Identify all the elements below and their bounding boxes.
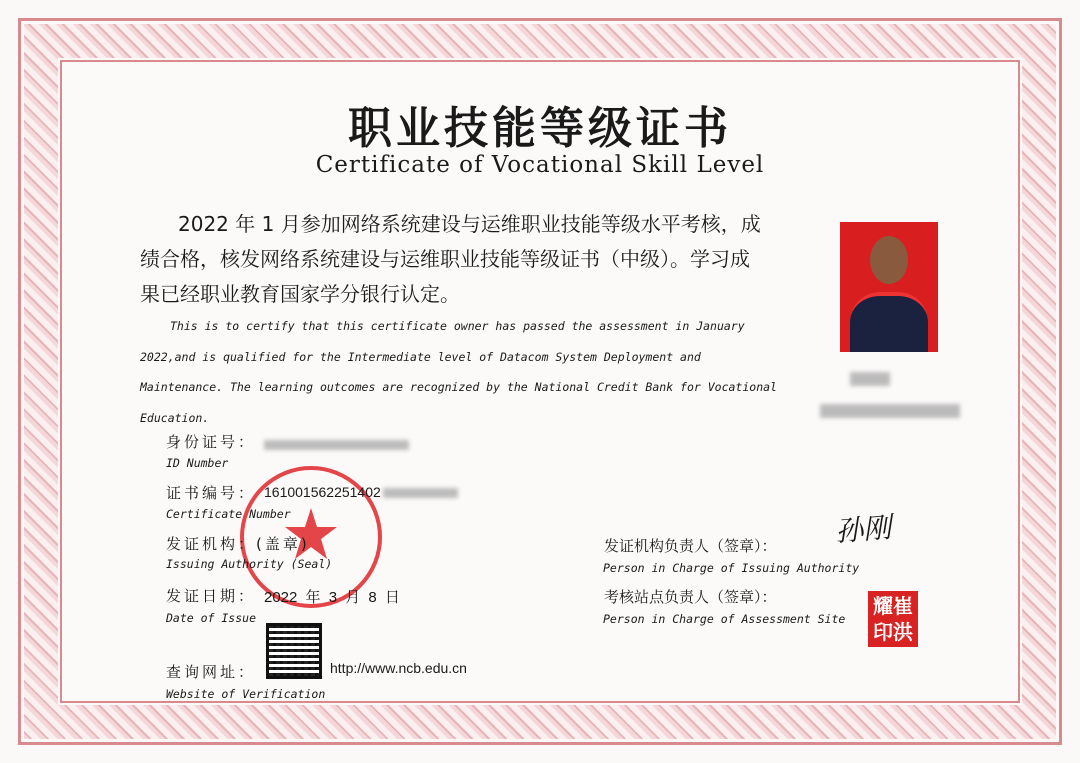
issuing-person-label-en: Person in Charge of Issuing Authority (603, 561, 860, 575)
body-cn-line: 绩合格，核发网络系统建设与运维职业技能等级证书（中级）。学习成 (140, 247, 750, 271)
holder-name-redacted (850, 368, 890, 387)
holder-photo (840, 222, 938, 352)
issuer-label-en: Issuing Authority (Seal) (166, 557, 333, 571)
site-person-label: 考核站点负责人（签章）： (604, 588, 777, 606)
qr-code (266, 623, 322, 679)
body-cn-line: 2022 年 1 月参加网络系统建设与运维职业技能等级水平考核，成 (178, 212, 761, 236)
id-value-redacted (264, 434, 409, 453)
web-label: 查询网址： (166, 663, 257, 681)
issuer-label: 发证机构：(盖章) (166, 535, 310, 553)
body-en-line: This is to certify that this certificate owner has passed the assessment in January (170, 319, 745, 333)
web-value[interactable]: http://www.ncb.edu.cn (330, 660, 467, 676)
date-label-en: Date of Issue (166, 611, 257, 625)
signature: 孙刚 (833, 510, 893, 549)
cert-value: 161001562251402 (264, 484, 458, 500)
body-en-line: Maintenance. The learning outcomes are recognized by the National Credit Bank for Vocational (140, 380, 777, 394)
cert-label: 证书编号： (166, 484, 257, 502)
id-label: 身份证号： (166, 433, 257, 451)
holder-pinyin-redacted (820, 400, 960, 419)
id-label-en: ID Number (166, 456, 229, 470)
body-cn-line: 果已经职业教育国家学分银行认定。 (140, 282, 460, 306)
body-en-line: Education. (140, 411, 210, 425)
web-label-en: Website of Verification (166, 687, 326, 701)
date-value: 2022 年 3 月 8 日 (264, 589, 400, 606)
cert-label-en: Certificate Number (166, 507, 291, 521)
title-cn: 职业技能等级证书 (348, 103, 732, 154)
title-en: Certificate of Vocational Skill Level (315, 152, 765, 178)
issuing-person-label: 发证机构负责人（签章）： (604, 537, 777, 555)
personal-seal: 耀崔 印洪 (868, 591, 918, 647)
body-en-line: 2022,and is qualified for the Intermediate level of Datacom System Deployment and (140, 350, 701, 364)
date-label: 发证日期： (166, 587, 257, 605)
site-person-label-en: Person in Charge of Assessment Site (603, 612, 846, 626)
